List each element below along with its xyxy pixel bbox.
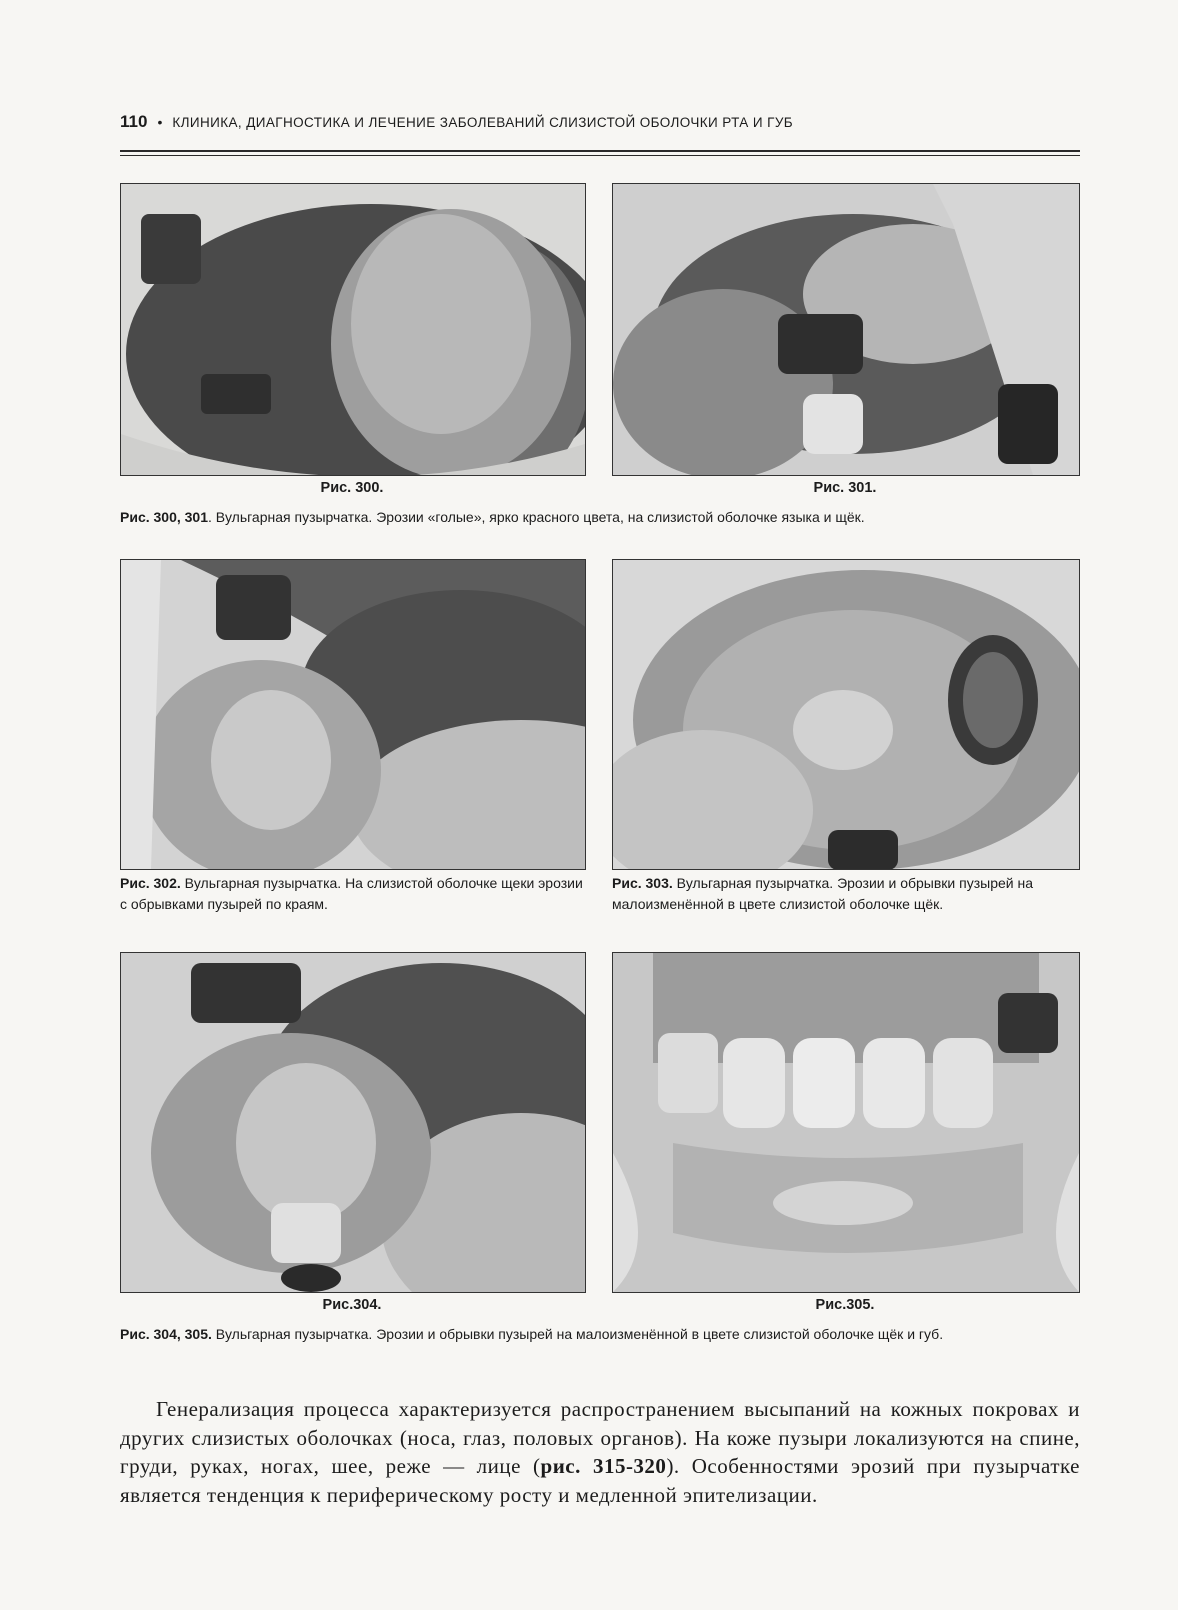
body-paragraph xyxy=(120,1395,1080,1509)
caption-fig-302 xyxy=(120,873,584,915)
fig-304-label: Рис.304. xyxy=(322,1297,382,1313)
photo-fig-301 xyxy=(612,183,1080,476)
header-bullet: • xyxy=(157,114,163,130)
caption-text: Вульгарная пузырчатка. Эрозии и обрывки пузырей на малоизменённой в цвете слизистой оболочке щёк и губ. xyxy=(211,1326,944,1342)
caption-fig-300-301 xyxy=(120,507,1080,528)
body-text-part2: ). Особенностями эрозий при пузырчатке является тенденция к периферическому росту и медленной эпителизации. xyxy=(120,1454,1080,1507)
caption-ref: Рис. 303. xyxy=(612,875,673,891)
running-header xyxy=(120,112,1080,136)
caption-fig-304-305 xyxy=(120,1324,1080,1345)
caption-text: Вульгарная пузырчатка. На слизистой оболочке щеки эрозии с обрывками пузырей по краям. xyxy=(120,875,583,912)
photo-fig-300 xyxy=(120,183,586,476)
header-rule-thick xyxy=(120,150,1080,152)
body-text-part1: Генерализация процесса характеризуется распространением высыпаний на кожных покровах и других слизистых оболочках (носа, глаз, половых органов). На коже пузыри локализуются на спине, груди, руках, ногах, шее, реже — лице ( xyxy=(120,1397,1080,1478)
caption-fig-303 xyxy=(612,873,1078,915)
header-title: КЛИНИКА, ДИАГНОСТИКА И ЛЕЧЕНИЕ ЗАБОЛЕВАНИЙ СЛИЗИСТОЙ ОБОЛОЧКИ РТА И ГУБ xyxy=(172,115,794,130)
caption-text: Вульгарная пузырчатка. Эрозии и обрывки пузырей на малоизменённой в цвете слизистой оболочке щёк. xyxy=(612,875,1033,912)
fig-301-label: Рис. 301. xyxy=(813,480,877,496)
photo-fig-302 xyxy=(120,559,586,870)
header-rule-thin xyxy=(120,155,1080,156)
page-number: 110 xyxy=(120,112,148,131)
caption-ref: Рис. 304, 305. xyxy=(120,1326,212,1342)
figure-reference: рис. 315-320 xyxy=(540,1454,667,1478)
caption-ref: Рис. 300, 301 xyxy=(120,509,209,525)
fig-300-label: Рис. 300. xyxy=(320,480,384,496)
fig-305-label: Рис.305. xyxy=(815,1297,875,1313)
photo-fig-303 xyxy=(612,559,1080,870)
caption-ref: Рис. 302. xyxy=(120,875,181,891)
caption-text: . Вульгарная пузырчатка. Эрозии «голые», ярко красного цвета, на слизистой оболочке языка и щёк. xyxy=(208,509,865,525)
photo-fig-304 xyxy=(120,952,586,1293)
photo-fig-305 xyxy=(612,952,1080,1293)
